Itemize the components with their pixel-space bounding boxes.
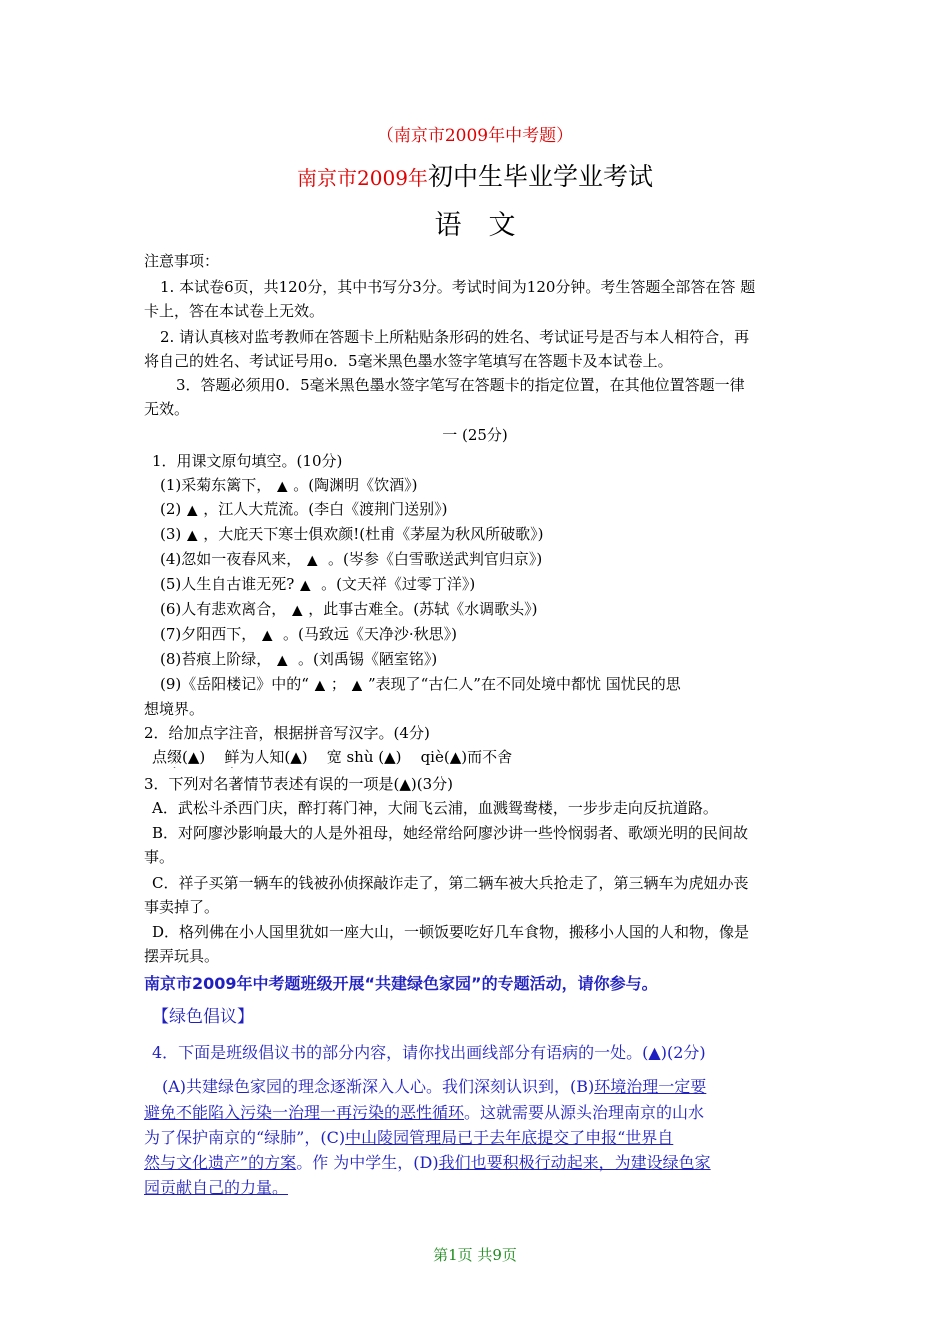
q1-item-9 — [144, 673, 808, 697]
q1-item-7 — [144, 623, 808, 647]
q4-underlined-c-cont: 然与文化遗产”的方案 — [144, 1153, 297, 1172]
q1-item-2-num: (2) — [160, 500, 182, 518]
q4-passage-line-5 — [144, 1175, 808, 1201]
answer-blank[interactable]: ▲ — [277, 479, 288, 494]
q4-passage-text: 。作 为中学生，(D) — [296, 1153, 439, 1172]
answer-blank[interactable]: ▲ — [314, 678, 325, 693]
q4-underlined-b: 环境治理一定要 — [594, 1077, 707, 1096]
page-footer: 第1页 共9页 — [433, 1246, 517, 1264]
q1-item-8-source: 。(刘禹锡《陋室铭》) — [293, 650, 438, 668]
notice-line-6: 无效。 — [144, 400, 190, 418]
notice-line-3: 2. 请认真核对监考教师在答题卡上所粘贴条形码的姓名、考试证号是否与本人相符合，再 — [160, 328, 750, 346]
q2-stem: 2．给加点字注音，根据拼音写汉字。(4分) — [144, 724, 430, 742]
q4-underlined-b-cont: 避免不能陷入污染一治理一再污染的恶性循环 — [144, 1103, 465, 1122]
notice-line-2: 卡上，答在本试卷上无效。 — [144, 302, 325, 320]
q1-item-5 — [144, 573, 808, 597]
notice-line-1: 1. 本试卷6页，共120分，其中书写分3分。考试时间为120分钟。考生答题全部答在答 题 — [160, 278, 756, 296]
answer-blank[interactable]: ▲ — [351, 678, 362, 693]
exam-title-year: 南京市2009年 — [297, 166, 428, 190]
q4-underlined-c: 中山陵园管理局已于去年底提交了申报“世界自 — [345, 1128, 674, 1147]
answer-blank[interactable]: ▲ — [262, 628, 273, 643]
q1-item-6-text: (6)人有悲欢离合， — [160, 600, 287, 618]
q2-items — [144, 746, 808, 768]
q4-underlined-d-cont: 园贡献自己的力量。 — [144, 1178, 289, 1197]
q4-stem: 4．下面是班级倡议书的部分内容，请你找出画线部分有语病的一处。(▲)(2分) — [152, 1043, 706, 1062]
activity-intro: 南京市2009年中考题班级开展“共建绿色家园”的专题活动，请你参与。 — [144, 974, 658, 993]
q2-item-a-blank[interactable]: (▲) — [182, 748, 206, 766]
q3-option-a: A．武松斗杀西门庆，醉打蒋门神，大闹飞云浦，血溅鸳鸯楼，一步步走向反抗道路。 — [152, 799, 718, 817]
q4-passage-line-3 — [144, 1125, 808, 1151]
q3-option-b: B．对阿廖沙影响最大的人是外祖母，她经常给阿廖沙讲一些怜悯弱者、歌颂光明的民间故 — [152, 824, 749, 842]
q1-item-9-text: (9)《岳阳楼记》中的“ — [160, 675, 309, 693]
exam-title — [0, 160, 950, 197]
notice-line-5: 3．答题必须用0．5毫米黑色墨水签字笔写在答题卡的指定位置，在其他位置答题一律 — [176, 376, 745, 394]
q3-option-b-cont: 事。 — [144, 848, 175, 866]
section-heading: 一 (25分) — [442, 426, 508, 444]
q4-underlined-d: 我们也要积极行动起来，为建设绿色家 — [438, 1153, 711, 1172]
q1-item-3-text: ，大庇天下寒士俱欢颜!(杜甫《茅屋为秋风所破歌》) — [203, 525, 544, 543]
exam-title-main: 初中生毕业学业考试 — [427, 162, 653, 191]
q1-item-4-text: (4)忽如一夜春风来， — [160, 550, 302, 568]
q1-item-5-source: 。(文天祥《过零丁洋》) — [316, 575, 476, 593]
q2-item-a-dotted: 缀 — [167, 748, 183, 766]
q4-passage-text: 为了保护南京的“绿肺”，(C) — [144, 1128, 346, 1147]
q1-item-9-rest: ”表现了“古仁人”在不同处境中都忧 国忧民的思 — [367, 675, 681, 693]
exam-source: （南京市2009年中考题） — [376, 126, 574, 146]
q4-passage-line-1 — [144, 1074, 808, 1100]
q1-item-9-cont: 想境界。 — [144, 700, 205, 718]
q2-item-a-char: 点 — [152, 748, 168, 766]
q2-item-b-text: 为人知(▲) — [239, 748, 308, 766]
q1-item-6-source: ，此事古难全。(苏轼《水调歌头》) — [308, 600, 538, 618]
answer-blank[interactable]: ▲ — [300, 578, 311, 593]
q1-item-8 — [144, 648, 808, 672]
answer-blank[interactable]: ▲ — [187, 528, 198, 543]
q3-option-d: D．格列佛在小人国里犹如一座大山，一顿饭要吃好几车食物，搬移小人国的人和物，像是 — [152, 923, 750, 941]
subject-title: 语 文 — [434, 210, 516, 241]
q1-item-1-text: (1)采菊东篱下， — [160, 476, 272, 494]
q3-option-c: C．祥子买第一辆车的钱被孙侦探敲诈走了，第二辆车被大兵抢走了，第三辆车为虎妞办丧 — [152, 874, 749, 892]
q1-item-4 — [144, 548, 808, 572]
notice-line-4: 将自己的姓名、考试证号用o．5毫米黑色墨水签字笔填写在答题卡及本试卷上。 — [144, 352, 673, 370]
q1-stem: 1．用课文原句填空。(10分) — [152, 452, 343, 470]
notice-heading: 注意事项： — [144, 252, 220, 270]
q1-item-3 — [144, 523, 808, 547]
q1-item-5-text: (5)人生自古谁无死? — [160, 575, 295, 593]
q4-passage-text: 。这就需要从源头治理南京的山水 — [464, 1103, 705, 1122]
q4-passage-line-4 — [144, 1150, 808, 1176]
q3-stem: 3．下列对名著情节表述有误的一项是(▲)(3分) — [144, 775, 454, 793]
answer-blank[interactable]: ▲ — [292, 603, 303, 618]
q1-item-7-source: 。(马致远《天净沙·秋思》) — [278, 625, 457, 643]
q2-item-b-dotted: 鲜 — [224, 748, 240, 766]
q1-item-1-source: 。(陶渊明《饮酒》) — [293, 476, 418, 494]
q1-item-1 — [144, 474, 808, 498]
q1-item-9-sep: ； — [330, 675, 346, 693]
q1-item-3-num: (3) — [160, 525, 182, 543]
q4-passage-line-2 — [144, 1100, 808, 1126]
q1-item-2 — [144, 498, 808, 522]
activity-tag: 【绿色倡议】 — [152, 1007, 254, 1027]
q1-item-6 — [144, 598, 808, 622]
q1-item-7-text: (7)夕阳西下， — [160, 625, 257, 643]
q2-item-c: 宽 shù (▲) — [326, 748, 402, 766]
answer-blank[interactable]: ▲ — [307, 553, 318, 568]
q2-item-d: qiè(▲)而不舍 — [420, 748, 513, 766]
q4-passage-text: (A)共建绿色家园的理念逐渐深入人心。我们深刻认识到，(B) — [162, 1077, 595, 1096]
q3-option-d-cont: 摆弄玩具。 — [144, 947, 220, 965]
q1-item-8-text: (8)苔痕上阶绿， — [160, 650, 272, 668]
q1-item-2-text: ，江人大荒流。(李白《渡荆门送别》) — [203, 500, 448, 518]
q1-item-4-source: 。(岑参《白雪歌送武判官归京》) — [323, 550, 543, 568]
answer-blank[interactable]: ▲ — [277, 653, 288, 668]
q3-option-c-cont: 事卖掉了。 — [144, 898, 220, 916]
answer-blank[interactable]: ▲ — [187, 503, 198, 518]
